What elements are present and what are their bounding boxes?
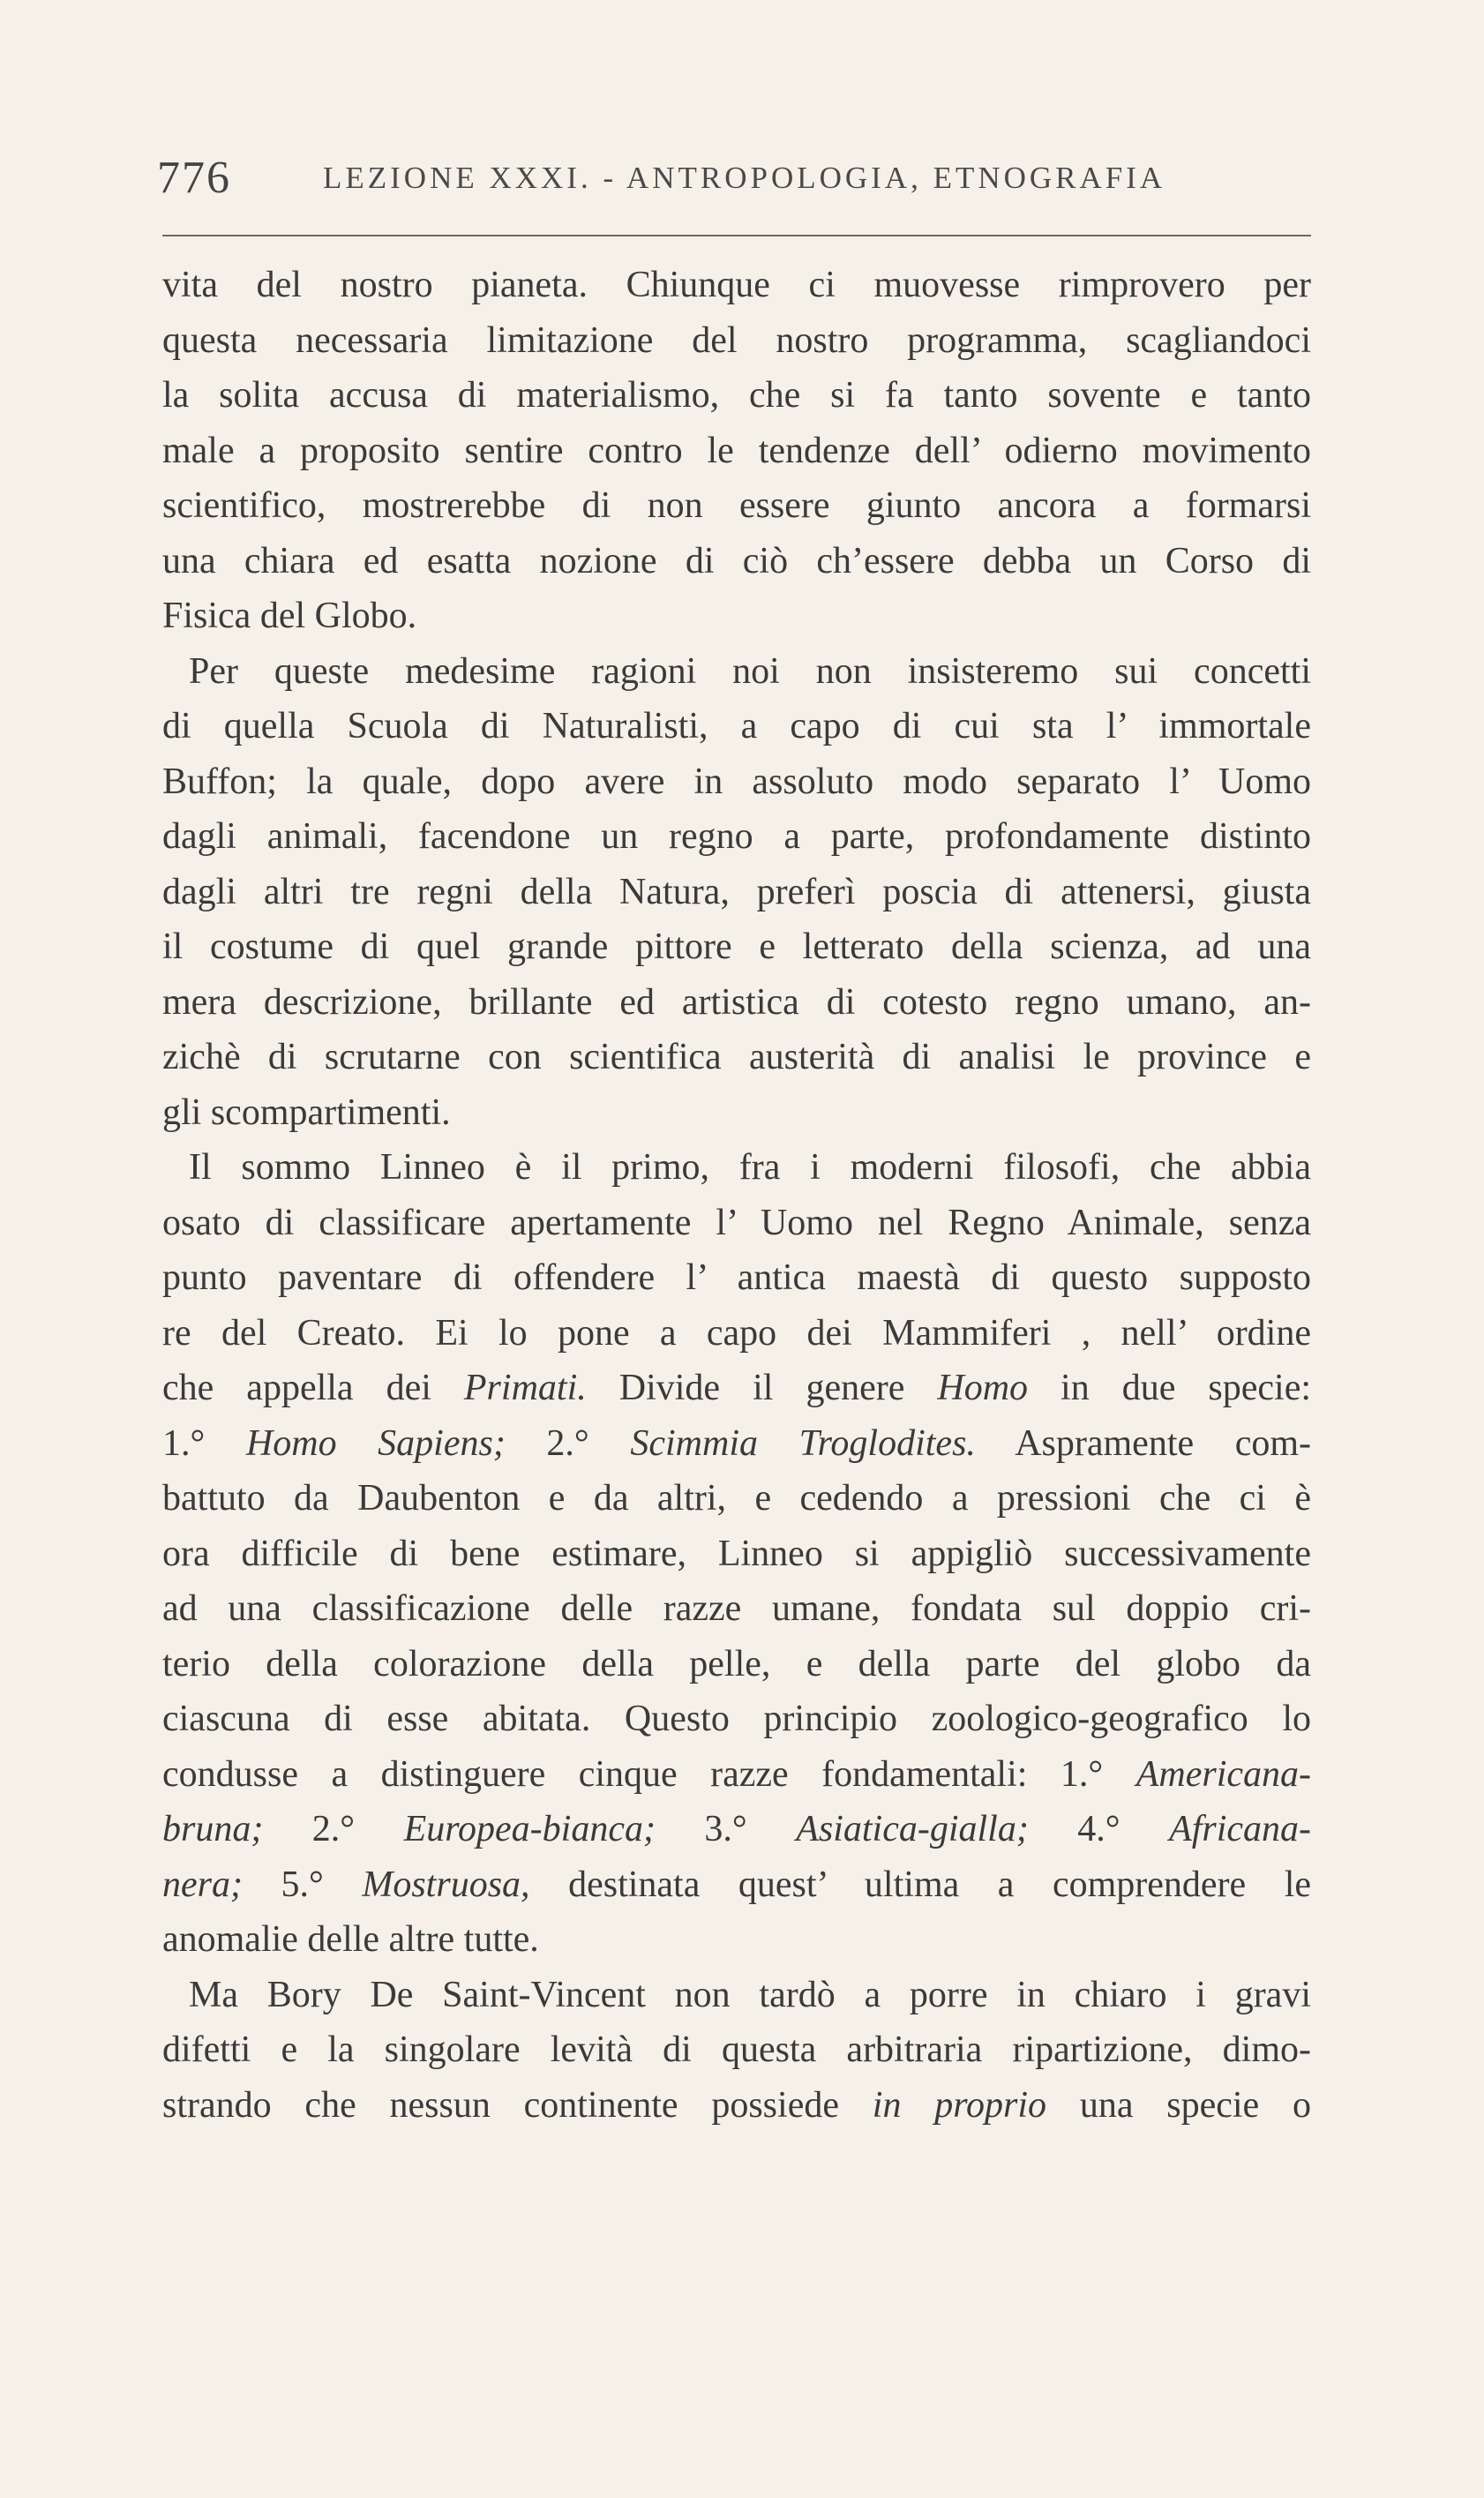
text-span: condusse a distinguere cinque razze fondamentali: 1.° xyxy=(162,1753,1136,1795)
text-span: ora difficile di bene estimare, Linneo si appigliò successivamente xyxy=(162,1533,1311,1574)
text-span: scientifico, mostrerebbe di non essere giunto ancora a formarsi xyxy=(162,485,1311,526)
text-line xyxy=(162,1361,1311,1416)
page-number: 776 xyxy=(157,153,231,203)
text-span: 2.° xyxy=(263,1809,404,1849)
text-span: questa necessaria limitazione del nostro programma, scagliandoci xyxy=(162,319,1311,361)
italic-text: Scimmia Troglodites. xyxy=(630,1422,976,1464)
text-line xyxy=(162,865,1311,920)
text-span: ad una classificazione delle razze umane, fondata sul doppio cri- xyxy=(162,1588,1311,1629)
italic-text: Homo Sapiens; xyxy=(245,1422,506,1464)
text-span: una chiara ed esatta nozione di ciò ch’essere debba un Corso di xyxy=(162,540,1311,581)
italic-text: Americana- xyxy=(1135,1753,1311,1795)
text-span: 5.° xyxy=(242,1864,363,1905)
text-line xyxy=(162,1747,1311,1803)
text-line xyxy=(162,644,1311,700)
italic-text: Asiatica-gialla; xyxy=(796,1809,1029,1849)
text-span: Fisica del Globo. xyxy=(162,596,417,636)
italic-text: Homo xyxy=(937,1368,1029,1408)
body-text xyxy=(162,258,1311,2133)
text-span: destinata quest’ ultima a comprendere le xyxy=(529,1864,1312,1905)
text-line xyxy=(162,1416,1311,1472)
text-span: battuto da Daubenton e da altri, e cedendo a pressioni che ci è xyxy=(162,1478,1311,1519)
italic-text: Europea-bianca; xyxy=(403,1809,656,1849)
text-line xyxy=(162,258,1311,313)
text-line xyxy=(162,589,1311,644)
text-span: anomalie delle altre tutte. xyxy=(162,1919,539,1960)
text-span: gli scompartimenti. xyxy=(162,1091,451,1133)
text-line xyxy=(162,1912,1311,1968)
text-span: Buffon; la quale, dopo avere in assoluto modo separato l’ Uomo xyxy=(162,761,1311,802)
text-line xyxy=(162,2078,1311,2134)
text-line xyxy=(162,478,1311,534)
text-span: che appella dei xyxy=(162,1368,464,1408)
text-line xyxy=(162,2022,1311,2078)
text-span: in due specie: xyxy=(1028,1368,1312,1408)
text-span: vita del nostro pianeta. Chiunque ci muovesse rimprovero per xyxy=(162,265,1311,305)
text-line xyxy=(162,975,1311,1031)
italic-text: Primati. xyxy=(463,1368,587,1408)
text-span: di quella Scuola di Naturalisti, a capo di cui sta l’ immortale xyxy=(162,706,1311,746)
text-span: mera descrizione, brillante ed artistica di cotesto regno umano, an- xyxy=(162,981,1311,1023)
text-line xyxy=(162,1692,1311,1747)
text-line xyxy=(162,1250,1311,1306)
text-span: 4.° xyxy=(1028,1809,1170,1849)
italic-text: Mostruosa, xyxy=(362,1864,530,1905)
text-span: zichè di scrutarne con scientifica austerità di analisi le province e xyxy=(162,1037,1311,1077)
running-header xyxy=(157,152,1306,205)
italic-text: Africana- xyxy=(1169,1809,1312,1849)
text-line xyxy=(162,313,1311,369)
text-span: una specie o xyxy=(1046,2084,1311,2126)
text-line xyxy=(162,1196,1311,1251)
running-title: LEZIONE XXXI. - ANTROPOLOGIA, ETNOGRAFIA xyxy=(323,161,1166,195)
text-span: il costume di quel grande pittore e letterato della scienza, ad una xyxy=(162,926,1311,967)
text-line xyxy=(162,1581,1311,1637)
text-span: punto paventare di offendere l’ antica maestà di questo supposto xyxy=(162,1257,1311,1298)
text-line xyxy=(162,1085,1311,1141)
text-span: terio della colorazione della pelle, e della parte del globo da xyxy=(162,1643,1311,1684)
text-span: Aspramente com- xyxy=(975,1422,1312,1464)
text-line xyxy=(162,919,1311,975)
text-line xyxy=(162,424,1311,479)
text-span: Il sommo Linneo è il primo, fra i moderni filosofi, che abbia xyxy=(189,1147,1311,1188)
text-line xyxy=(162,1140,1311,1196)
text-span: Per queste medesime ragioni noi non insisteremo sui concetti xyxy=(189,650,1311,692)
text-line xyxy=(162,1306,1311,1362)
text-line xyxy=(162,1527,1311,1582)
text-line xyxy=(162,1802,1311,1857)
italic-text: in proprio xyxy=(872,2084,1047,2126)
text-line xyxy=(162,754,1311,810)
text-span: la solita accusa di materialismo, che si fa tanto sovente e tanto xyxy=(162,375,1311,416)
text-line xyxy=(162,699,1311,754)
italic-text: nera; xyxy=(162,1864,243,1905)
text-span: 3.° xyxy=(655,1809,797,1849)
text-line xyxy=(162,534,1311,589)
text-span: re del Creato. Ei lo pone a capo dei Mammiferi , nell’ ordine xyxy=(162,1312,1311,1354)
text-span: difetti e la singolare levità di questa arbitraria ripartizione, dimo- xyxy=(162,2029,1311,2070)
text-span: dagli animali, facendone un regno a parte, profondamente distinto xyxy=(162,816,1311,857)
text-span: ciascuna di esse abitata. Questo principio zoologico-geografico lo xyxy=(162,1699,1311,1739)
text-line xyxy=(162,809,1311,865)
text-line xyxy=(162,1471,1311,1527)
text-span: Divide il genere xyxy=(586,1368,938,1408)
text-line xyxy=(162,368,1311,424)
text-span: Ma Bory De Saint-Vincent non tardò a porre in chiaro i gravi xyxy=(189,1974,1311,2015)
text-span: osato di classificare apertamente l’ Uomo nel Regno Animale, senza xyxy=(162,1202,1311,1243)
text-line xyxy=(162,1637,1311,1692)
text-span: dagli altri tre regni della Natura, preferì poscia di attenersi, giusta xyxy=(162,871,1311,912)
header-rule xyxy=(162,235,1311,236)
text-line xyxy=(162,1968,1311,2023)
text-line xyxy=(162,1857,1311,1913)
text-span: strando che nessun continente possiede xyxy=(162,2084,873,2126)
text-span: 2.° xyxy=(505,1422,631,1464)
text-span: 1.° xyxy=(162,1422,246,1464)
text-span: male a proposito sentire contro le tendenze dell’ odierno movimento xyxy=(162,430,1311,471)
text-line xyxy=(162,1030,1311,1085)
italic-text: bruna; xyxy=(162,1809,264,1849)
